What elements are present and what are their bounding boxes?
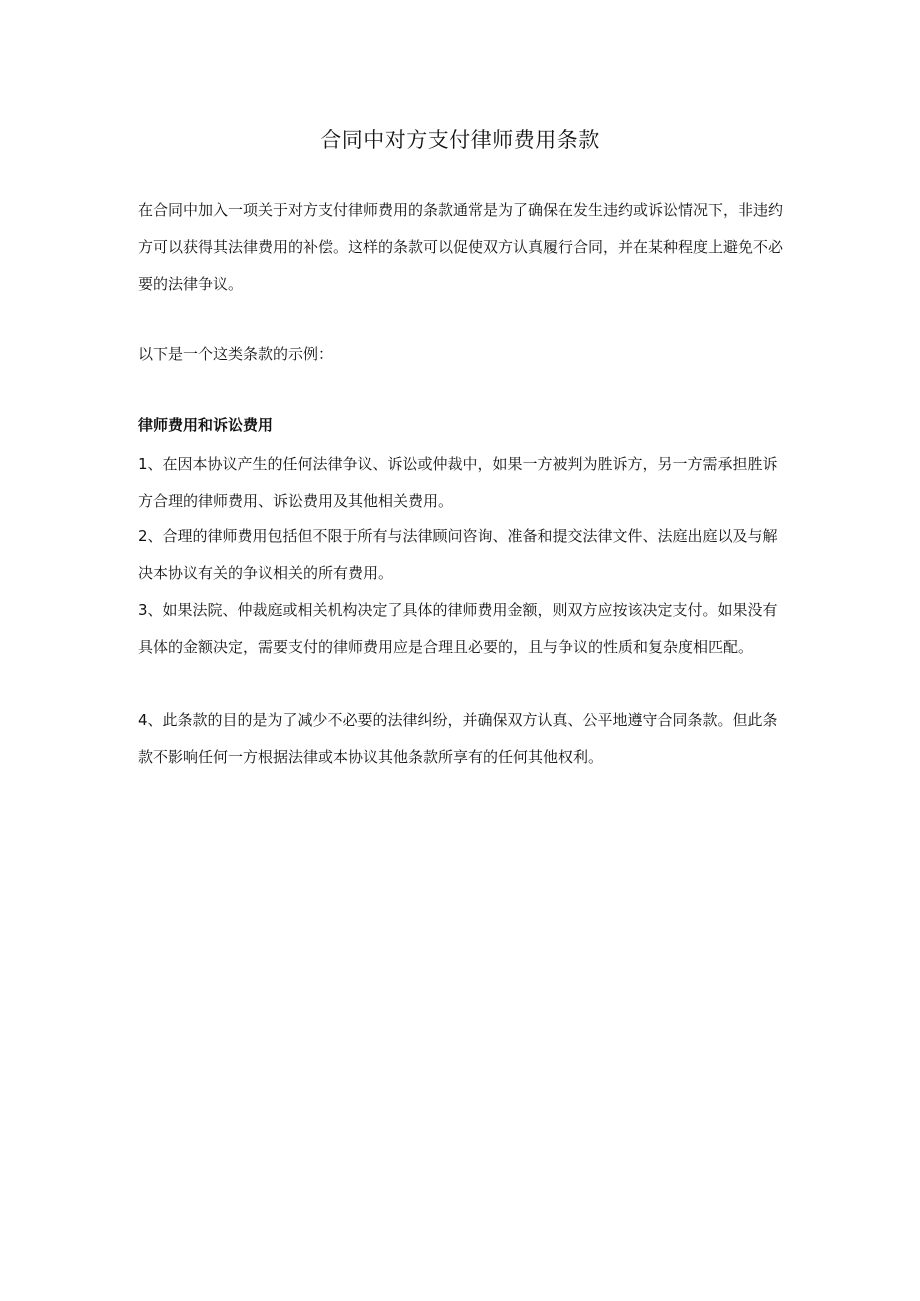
clause-item [138, 446, 788, 520]
clause-item [138, 518, 788, 592]
clause-number: 1 [138, 455, 148, 473]
section-heading: 律师费用和诉讼费用 [138, 416, 274, 434]
clause-item [138, 592, 788, 666]
clause-item [138, 702, 788, 776]
example-lead-paragraph: 以下是一个这类条款的示例： [138, 345, 334, 363]
clause-text: 、合理的律师费用包括但不限于所有与法律顾问咨询、准备和提交法律文件、法庭出庭以及与解决本协议有关的争议相关的所有费用。 [138, 527, 778, 582]
clause-text: 、如果法院、仲裁庭或相关机构决定了具体的律师费用金额，则双方应按该决定支付。如果没有具体的金额决定，需要支付的律师费用应是合理且必要的，且与争议的性质和复杂度相匹配。 [138, 601, 778, 656]
document-title: 合同中对方支付律师费用条款 [320, 128, 600, 152]
clause-number: 3 [138, 601, 148, 619]
clause-number: 4 [138, 711, 148, 729]
clause-text: 、此条款的目的是为了减少不必要的法律纠纷，并确保双方认真、公平地遵守合同条款。但此条款不影响任何一方根据法律或本协议其他条款所享有的任何其他权利。 [138, 711, 778, 766]
intro-paragraph: 在合同中加入一项关于对方支付律师费用的条款通常是为了确保在发生违约或诉讼情况下，非违约方可以获得其法律费用的补偿。这样的条款可以促使双方认真履行合同，并在某种程度上避免不必要的法律争议。 [138, 201, 784, 293]
clause-number: 2 [138, 527, 148, 545]
clause-text: 、在因本协议产生的任何法律争议、诉讼或仲裁中，如果一方被判为胜诉方，另一方需承担胜诉方合理的律师费用、诉讼费用及其他相关费用。 [138, 455, 778, 510]
